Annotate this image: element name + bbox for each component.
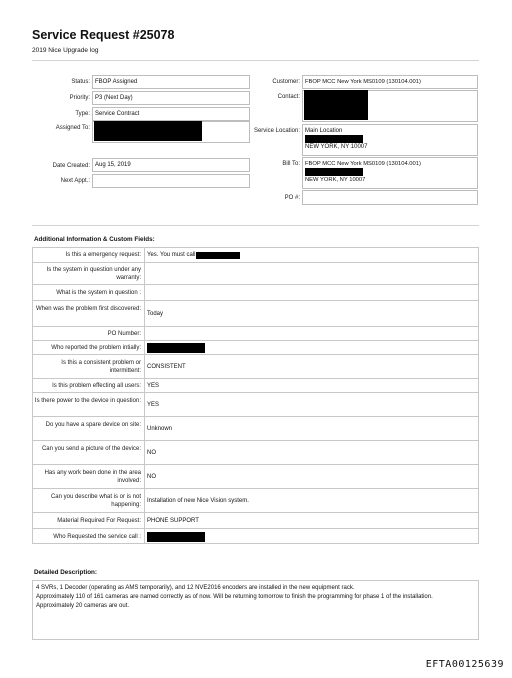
page-title: Service Request #25078 [32,28,175,42]
row-question: Can you describe what is or is not happening: [50,494,141,508]
row-answer [144,263,478,284]
row-question: Is there power to the device in question: [34,398,141,404]
table-row [33,528,478,544]
bill-to-field [302,157,478,189]
service-location-label: Service Location: [253,128,300,134]
row-answer [144,327,478,340]
additional-info-table [32,247,479,544]
assigned-to-label: Assigned To: [55,125,90,131]
row-question: Who Requested the service call : [53,534,141,540]
table-row [33,340,478,354]
table-row [33,326,478,340]
document-id: EFTA00125639 [425,659,504,670]
table-row [33,300,478,326]
table-row [33,464,478,488]
reporter-redaction [147,343,205,353]
table-row [33,440,478,464]
phone-redaction [196,252,240,259]
po-field [302,190,478,205]
service-location-line1: Main Location [305,128,343,134]
row-answer: YES [144,393,478,416]
po-label: PO #: [284,195,300,201]
row-question: When was the problem first discovered: [35,306,141,312]
priority-label: Priority: [69,95,90,101]
row-question: Is this a emergency request: [65,252,141,258]
description-line: Approximately 110 of 161 cameras are named correctly as of now. Will be returning tomorrow to finish the programming for phase 1 of the installation. [36,594,433,600]
row-answer: PHONE SUPPORT [144,513,478,528]
page-subtitle: 2019 Nice Upgrade log [32,47,99,54]
service-location-line3: NEW YORK, NY 10007 [305,144,368,150]
next-appt-field [92,174,250,188]
requester-redaction [147,532,205,542]
table-row [33,284,478,300]
type-label: Type: [75,111,90,117]
additional-info-title: Additional Information & Custom Fields: [34,236,155,243]
status-label: Status: [71,79,90,85]
table-row [33,392,478,416]
row-answer: CONSISTENT [144,355,478,378]
status-field: FBOP Assigned [92,75,250,89]
contact-redaction [304,90,368,120]
table-row [33,262,478,284]
bill-to-redaction [305,168,475,176]
divider-mid [32,225,479,226]
customer-field: FBOP MCC New York MS0109 (130104.001) [302,75,478,89]
table-row [33,488,478,512]
date-created-label: Date Created: [52,163,90,169]
row-answer: Installation of new Nice Vision system. [144,489,478,512]
row-question: Can you send a picture of the device: [41,446,141,452]
row-question: Is this a consistent problem or intermittent: [61,360,141,374]
row-answer: Unknown [144,417,478,440]
description-title: Detailed Description: [34,569,97,576]
row-question: Is this problem effecting all users: [52,383,141,389]
bill-to-line3: NEW YORK, NY 10007 [305,177,366,183]
service-location-field [302,124,478,156]
row-question: PO Number: [107,331,141,337]
row-question: Do you have a spare device on site: [45,422,141,428]
table-row [33,378,478,392]
table-row [33,354,478,378]
assigned-to-redaction [94,121,202,141]
bill-to-line1: FBOP MCC New York MS0109 (130104.001) [305,161,421,167]
row-answer: NO [144,465,478,488]
type-field: Service Contract [92,107,250,121]
row-answer: Today [144,301,478,326]
row-question: Material Required For Request: [57,518,141,524]
divider-top [32,60,479,61]
row-question: Who reported the problem intially: [51,345,141,351]
date-created-field: Aug 15, 2019 [92,158,250,172]
row-question: Is the system in question under any warranty: [46,267,141,281]
contact-label: Contact: [277,94,300,100]
row-answer: NO [144,441,478,464]
row-answer [144,341,478,354]
next-appt-label: Next Appt.: [60,178,90,184]
bill-to-label: Bill To: [282,161,300,167]
description-box [32,580,479,640]
row-answer: Yes. You must call [144,248,478,262]
table-row [33,416,478,440]
priority-field: P3 (Next Day) [92,91,250,105]
service-location-redaction [305,135,475,143]
table-row [33,248,478,262]
row-answer: YES [144,379,478,392]
row-question: Has any work been done in the area involved: [44,470,141,484]
row-answer [144,285,478,300]
customer-label: Customer: [272,79,300,85]
table-row [33,512,478,528]
description-line: 4 SVRs, 1 Decoder (operating as AMS temporarily), and 12 NVE2016 encoders are installed in the new equipment rack. [36,585,355,591]
row-answer [144,529,478,544]
row-question: What is the system in question : [56,290,141,296]
description-line: Approximately 20 cameras are out. [36,603,130,609]
